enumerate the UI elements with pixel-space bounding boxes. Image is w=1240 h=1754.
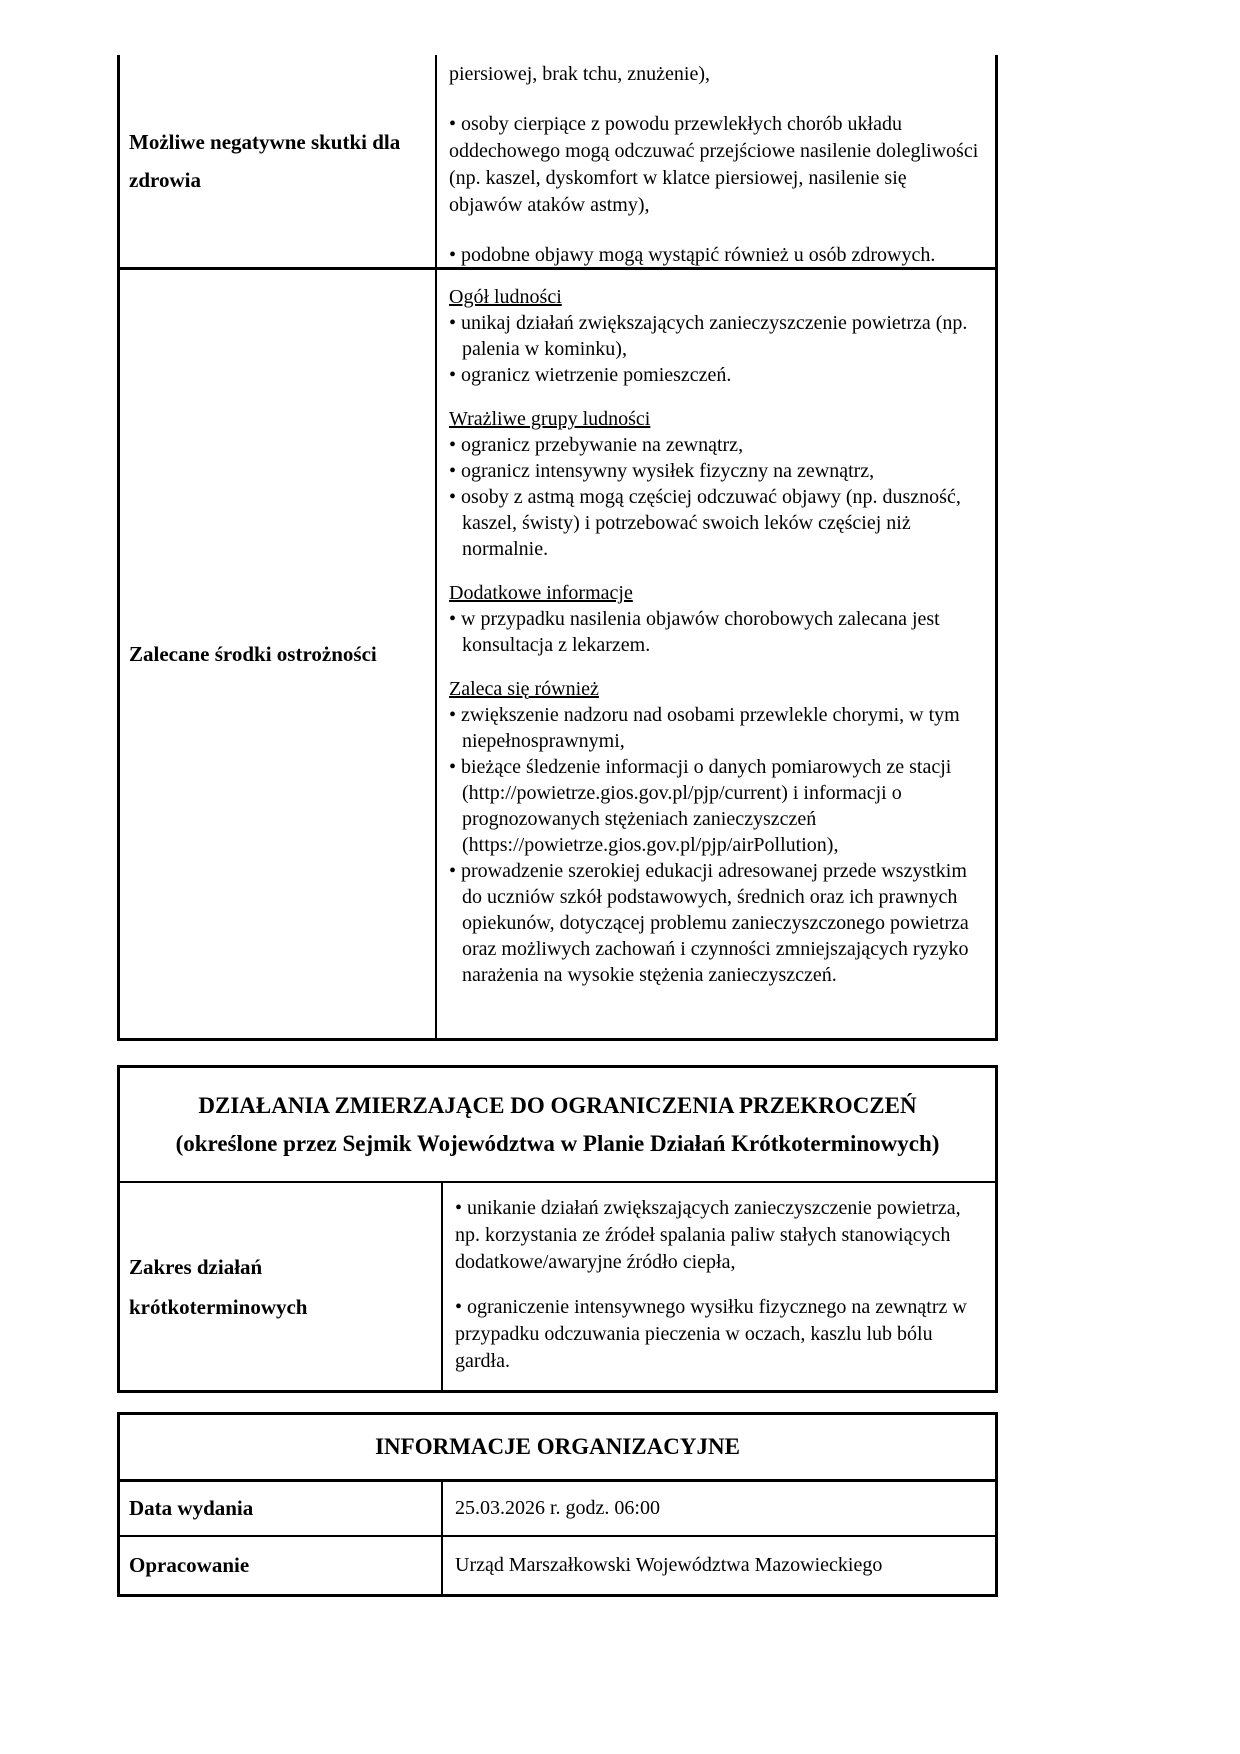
- info-title: INFORMACJE ORGANIZACYJNE: [375, 1434, 740, 1459]
- bullet-item: • osoby cierpiące z powodu przewlekłych chorób układu oddechowego mogą odczuwać przejściowe nasilenie dolegliwości (np. kaszel, dyskomfort w klatce piersiowej, nasilenie się objawów ataków astmy),: [449, 113, 979, 216]
- bullet-item: • ogranicz intensywny wysiłek fizyczny na zewnątrz,: [449, 460, 875, 482]
- table-row: [120, 1482, 995, 1537]
- prepared-by-value: Urząd Marszałkowski Województwa Mazowieckiego: [455, 1554, 883, 1576]
- issue-date-value: 25.03.2026 r. godz. 06:00: [455, 1497, 660, 1519]
- health-effects-label-cell: [120, 55, 437, 267]
- bullet-item: • unikanie działań zwiększających zanieczyszczenie powietrza, np. korzystania ze źródeł spalania paliw stałych stanowiących dodatkowe/awaryjne źródło ciepła,: [455, 1197, 961, 1273]
- bullet-item: • unikaj działań zwiększających zanieczyszczenie powietrza (np. palenia w kominku),: [449, 312, 968, 360]
- health-effects-content-cell: [437, 55, 995, 267]
- precautions-label-cell: [120, 270, 437, 1038]
- actions-table: [117, 1065, 998, 1393]
- bullet-item: • prowadzenie szerokiej edukacji adresowanej przede wszystkim do uczniów szkół podstawowych, średnich oraz ich prawnych opiekunów, dotyczącej problemu zanieczyszczonego powietrza oraz możliwych zachowań i czynności zmniejszających ryzyko narażenia na wysokie stężenia zanieczyszczeń.: [449, 860, 969, 986]
- bullet-item: • bieżące śledzenie informacji o danych pomiarowych ze stacji (http://powietrze.gios.gov.pl/pjp/current) i informacji o prognozowanych stężeniach zanieczyszczeń (https://powietrze.gios.gov.pl/pjp/airPollution),: [449, 756, 952, 856]
- bullet-item: • ograniczenie intensywnego wysiłku fizycznego na zewnątrz w przypadku odczuwania pieczenia w oczach, kaszlu lub bólu gardła.: [455, 1296, 967, 1372]
- bullet-item: • ogranicz wietrzenie pomieszczeń.: [449, 364, 732, 386]
- actions-title-line1: DZIAŁANIA ZMIERZAJĄCE DO OGRANICZENIA PRZEKROCZEŃ: [198, 1092, 917, 1118]
- actions-title-line2: (określone przez Sejmik Województwa w Planie Działań Krótkoterminowych): [175, 1130, 940, 1156]
- section-heading: Dodatkowe informacje: [449, 582, 633, 604]
- section-additional-info: [449, 580, 983, 658]
- health-table: [117, 55, 998, 1041]
- actions-row: [120, 1183, 995, 1390]
- section-also-recommended: [449, 676, 983, 988]
- section-heading: Ogół ludności: [449, 286, 562, 308]
- precautions-content-cell: [437, 270, 995, 1038]
- actions-table-header: [120, 1068, 995, 1183]
- info-table-header: [120, 1415, 995, 1482]
- section-heading: Wrażliwe grupy ludności: [449, 408, 651, 430]
- precautions-row: [120, 270, 995, 1038]
- bullet-item: • osoby z astmą mogą częściej odczuwać objawy (np. duszność, kaszel, świsty) i potrzebować swoich leków częściej niż normalnie.: [449, 486, 961, 560]
- issue-date-label: Data wydania: [120, 1482, 443, 1535]
- continued-fragment: piersiowej, brak tchu, znużenie),: [449, 63, 711, 85]
- bullet-item: • ogranicz przebywanie na zewnątrz,: [449, 434, 744, 456]
- prepared-by-label: Opracowanie: [120, 1537, 443, 1594]
- section-general-population: [449, 284, 983, 388]
- section-sensitive-groups: [449, 406, 983, 562]
- section-heading: Zaleca się również: [449, 678, 599, 700]
- actions-content-cell: [443, 1183, 995, 1390]
- health-effects-label: Możliwe negatywne skutki dla zdrowia: [129, 130, 401, 192]
- actions-label: Zakres działań krótkoterminowych: [129, 1254, 308, 1319]
- actions-label-cell: [120, 1183, 443, 1390]
- precautions-label: Zalecane środki ostrożności: [129, 642, 377, 666]
- table-row: [120, 1537, 995, 1594]
- health-effects-row: [120, 55, 995, 270]
- info-table: [117, 1412, 998, 1597]
- bullet-item: • w przypadku nasilenia objawów chorobowych zalecana jest konsultacja z lekarzem.: [449, 608, 940, 656]
- bullet-item: • podobne objawy mogą wystąpić również u osób zdrowych.: [449, 244, 936, 266]
- bullet-item: • zwiększenie nadzoru nad osobami przewlekle chorymi, w tym niepełnosprawnymi,: [449, 704, 960, 752]
